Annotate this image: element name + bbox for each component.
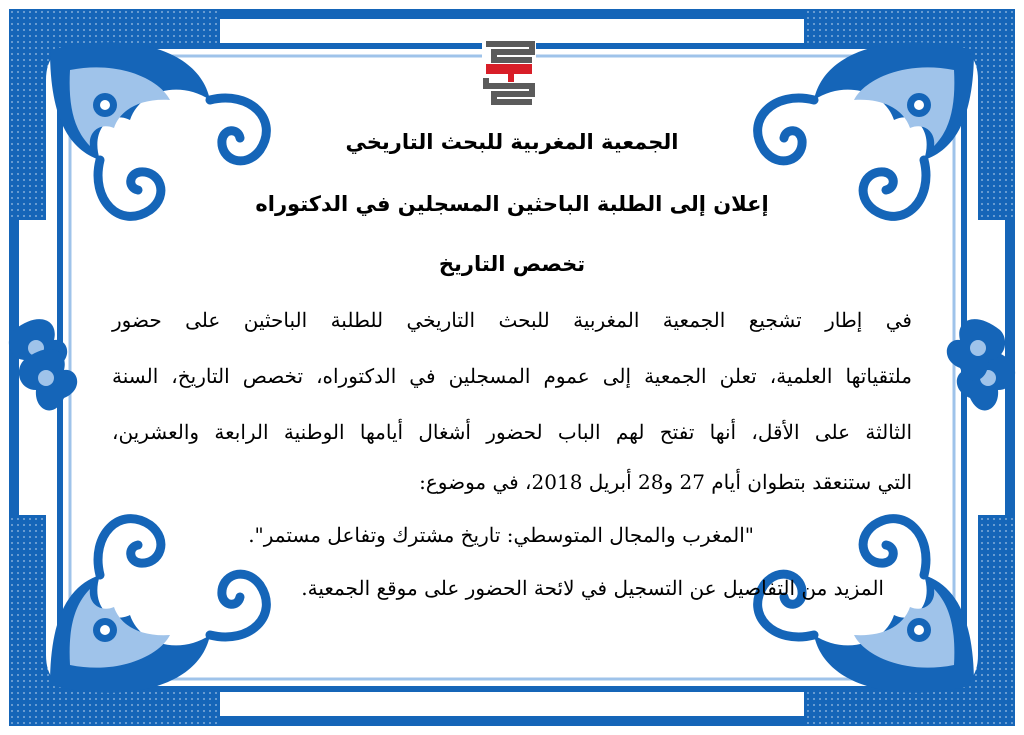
event-theme: "المغرب والمجال المتوسطي: تاريخ مشترك وتفاعل مستمر". (248, 523, 754, 547)
body-line: ملتقياتها العلمية، تعلن الجمعية إلى عموم المسجلين في الدكتوراه، تخصص التاريخ، السنة (112, 364, 912, 388)
association-logo-icon (480, 38, 538, 108)
body-line: الثالثة على الأقل، أنها تفتح لهم الباب لحضور أشغال أيامها الوطنية الرابعة والعشرين، (112, 420, 912, 444)
registration-note: المزيد من التفاصيل عن التسجيل في لائحة الحضور على موقع الجمعية. (301, 576, 884, 600)
announcement-title: إعلان إلى الطلبة الباحثين المسجلين في الدكتوراه (255, 192, 769, 216)
body-line: التي ستنعقد بتطوان أيام 27 و28 أبريل 2018، في موضوع: (419, 470, 912, 494)
body-line: في إطار تشجيع الجمعية المغربية للبحث التاريخي للطلبة الباحثين على حضور (112, 308, 912, 332)
organization-name: الجمعية المغربية للبحث التاريخي (345, 130, 679, 154)
specialization-heading: تخصص التاريخ (438, 252, 586, 276)
